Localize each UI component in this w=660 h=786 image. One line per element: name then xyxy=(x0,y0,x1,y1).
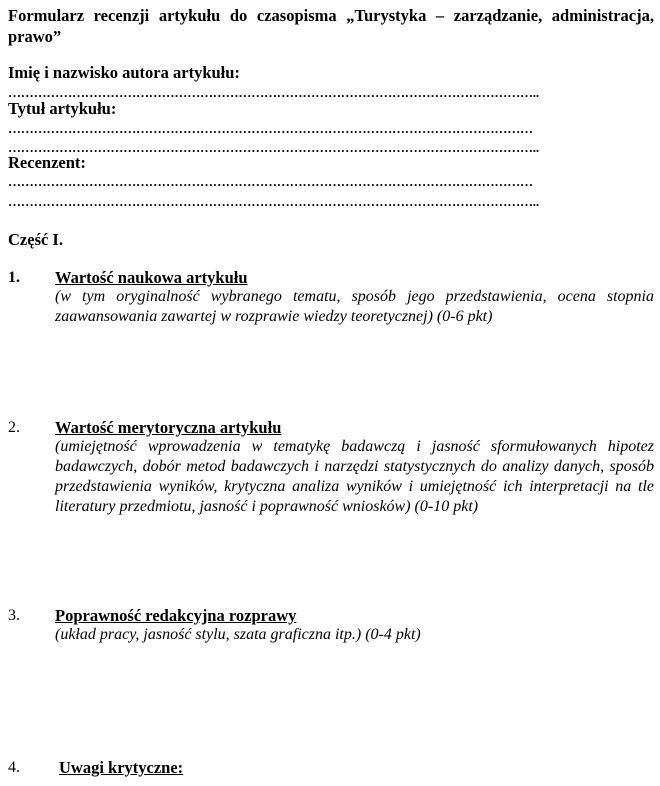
reviewer-field-line-1[interactable]: …………………………………………………………………………………………………………… xyxy=(8,174,533,189)
form-title: Formularz recenzji artykułu do czasopisma „Turystyka – zarządzanie, administracja, prawo” xyxy=(8,6,654,46)
section-3-description: (układ pracy, jasność stylu, szata graficzna itp.) (0-4 pkt) xyxy=(55,626,421,643)
article-title-field-line-1[interactable]: …………………………………………………………………………………………………………… xyxy=(8,121,533,136)
article-title-label: Tytuł artykułu: xyxy=(8,99,117,118)
section-2-description: (umiejętność wprowadzenia w tematykę badawczą i jasność sformułowanych hipotez badawczych, dobór metod badawczych i narzędzi statystycznych do analizy danych, sposób przedstawienia wyników, krytyczna analiza wyników i umiejętność ich interpretacji na tle literatury przedmiotu, jasność i poprawność wniosków) (0-10 pkt) xyxy=(55,438,654,515)
section-2-number: 2. xyxy=(8,419,20,436)
section-1-title: Wartość naukowa artykułu xyxy=(55,268,248,287)
author-name-field[interactable]: …………………………………………………………………………………………………………….. xyxy=(8,85,539,100)
reviewer-label: Recenzent: xyxy=(8,153,86,172)
section-3-title: Poprawność redakcyjna rozprawy xyxy=(55,606,297,625)
reviewer-field-line-2[interactable]: …………………………………………………………………………………………………………….. xyxy=(8,194,539,209)
section-3-number: 3. xyxy=(8,607,20,624)
article-title-field-line-2[interactable]: …………………………………………………………………………………………………………….. xyxy=(8,140,539,155)
section-2-title: Wartość merytoryczna artykułu xyxy=(55,418,282,437)
section-4-number: 4. xyxy=(8,759,20,776)
part-heading: Część I. xyxy=(8,230,63,249)
section-1-number: 1. xyxy=(8,269,20,286)
section-1-description: (w tym oryginalność wybranego tematu, sposób jego przedstawienia, ocena stopnia zaawansowania zawartej w rozprawie wiedzy teoretycznej) (0-6 pkt) xyxy=(55,288,654,325)
author-name-label: Imię i nazwisko autora artykułu: xyxy=(8,63,240,82)
section-4-title: Uwagi krytyczne: xyxy=(59,758,184,777)
